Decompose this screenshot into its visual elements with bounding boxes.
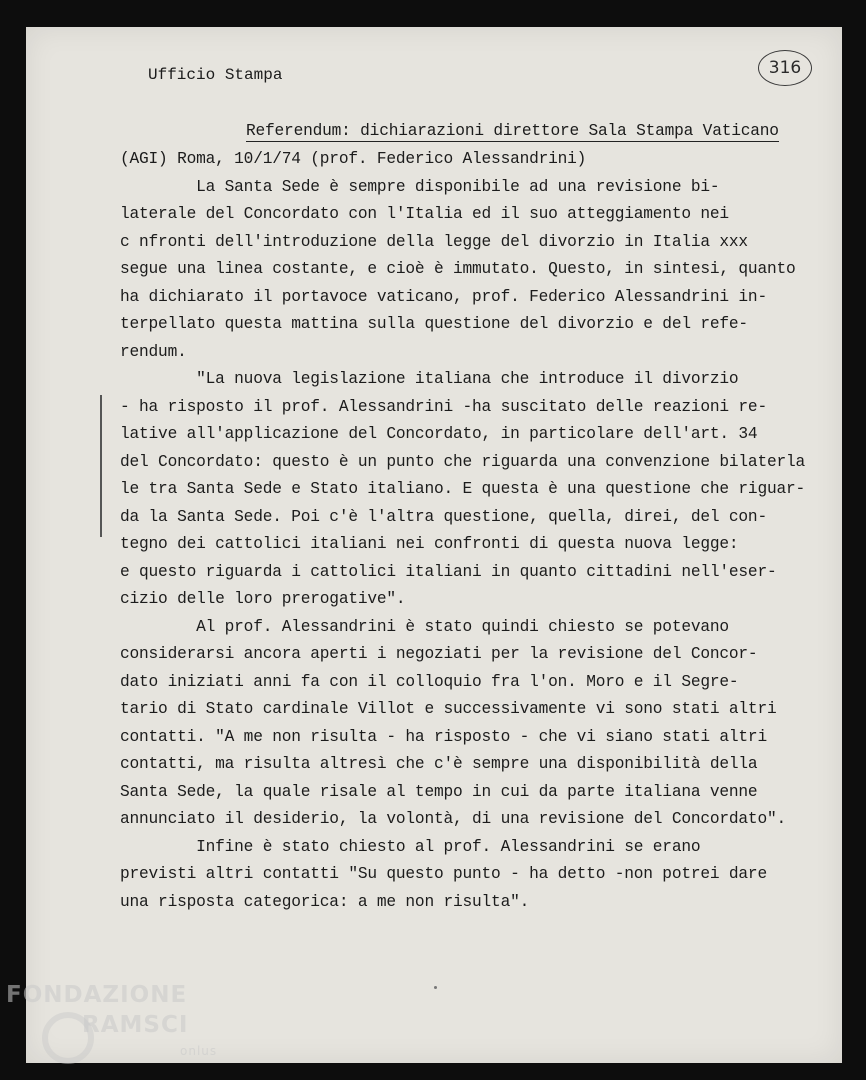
text-line: ha dichiarato il portavoce vaticano, prof. Federico Alessandrini in- [120, 287, 767, 306]
text-line: (AGI) Roma, 10/1/74 (prof. Federico Alessandrini) [120, 150, 587, 168]
text-line: da la Santa Sede. Poi c'è l'altra questione, quella, direi, del con- [120, 507, 767, 526]
text-line: La Santa Sede è sempre disponibile ad una revisione bi- [120, 177, 720, 196]
watermark-line2: RAMSCI [82, 1012, 189, 1038]
text-line: segue una linea costante, e cioè è immutato. Questo, in sintesi, quanto [120, 260, 796, 278]
paper-speck [434, 986, 437, 989]
text-line: una risposta categorica: a me non risulta". [120, 892, 530, 911]
text-line: terpellato questa mattina sulla questione del divorzio e del refe- [120, 315, 748, 333]
text-line: del Concordato: questo è un punto che riguarda una convenzione bilaterla [120, 452, 806, 471]
archive-number-stamp: 316 [758, 50, 812, 86]
text-line: - ha risposto il prof. Alessandrini -ha suscitato delle reazioni re- [120, 397, 767, 416]
text-line: tegno dei cattolici italiani nei confronti di questa nuova legge: [120, 535, 739, 553]
margin-pen-mark [100, 395, 102, 537]
text-line: c nfronti dell'introduzione della legge del divorzio in Italia xxx [120, 232, 748, 251]
text-line: le tra Santa Sede e Stato italiano. E questa è una questione che riguar- [120, 480, 806, 498]
text-line: tario di Stato cardinale Villot e successivamente vi sono stati altri [120, 700, 777, 718]
watermark-line3: onlus [180, 1044, 218, 1058]
text-line: annunciato il desiderio, la volontà, di una revisione del Concordato". [120, 810, 786, 828]
text-line: e questo riguarda i cattolici italiani in quanto cittadini nell'eser- [120, 562, 777, 581]
text-line: considerarsi ancora aperti i negoziati per la revisione del Concor- [120, 645, 758, 663]
text-line: Santa Sede, la quale risale al tempo in cui da parte italiana venne [120, 782, 758, 801]
text-line: laterale del Concordato con l'Italia ed il suo atteggiamento nei [120, 205, 729, 223]
text-line: Al prof. Alessandrini è stato quindi chiesto se potevano [120, 617, 729, 636]
text-line: lative all'applicazione del Concordato, in particolare dell'art. 34 [120, 425, 758, 443]
text-line: contatti, ma risulta altresì che c'è sempre una disponibilità della [120, 755, 758, 773]
text-line: dato iniziati anni fa con il colloquio fra l'on. Moro e il Segre- [120, 672, 739, 691]
document-title: Referendum: dichiarazioni direttore Sala Stampa Vaticano [246, 122, 779, 140]
text-line: cizio delle loro prerogative". [120, 590, 406, 608]
text-line: rendum. [120, 342, 187, 361]
watermark-line1: FONDAZIONE [6, 982, 188, 1008]
office-label: Ufficio Stampa [148, 66, 283, 84]
text-line: "La nuova legislazione italiana che introduce il divorzio [120, 370, 739, 388]
text-line: Infine è stato chiesto al prof. Alessandrini se erano [120, 837, 701, 856]
text-line: contatti. "A me non risulta - ha risposto - che vi siano stati altri [120, 727, 767, 746]
text-line: previsti altri contatti "Su questo punto - ha detto -non potrei dare [120, 865, 767, 883]
